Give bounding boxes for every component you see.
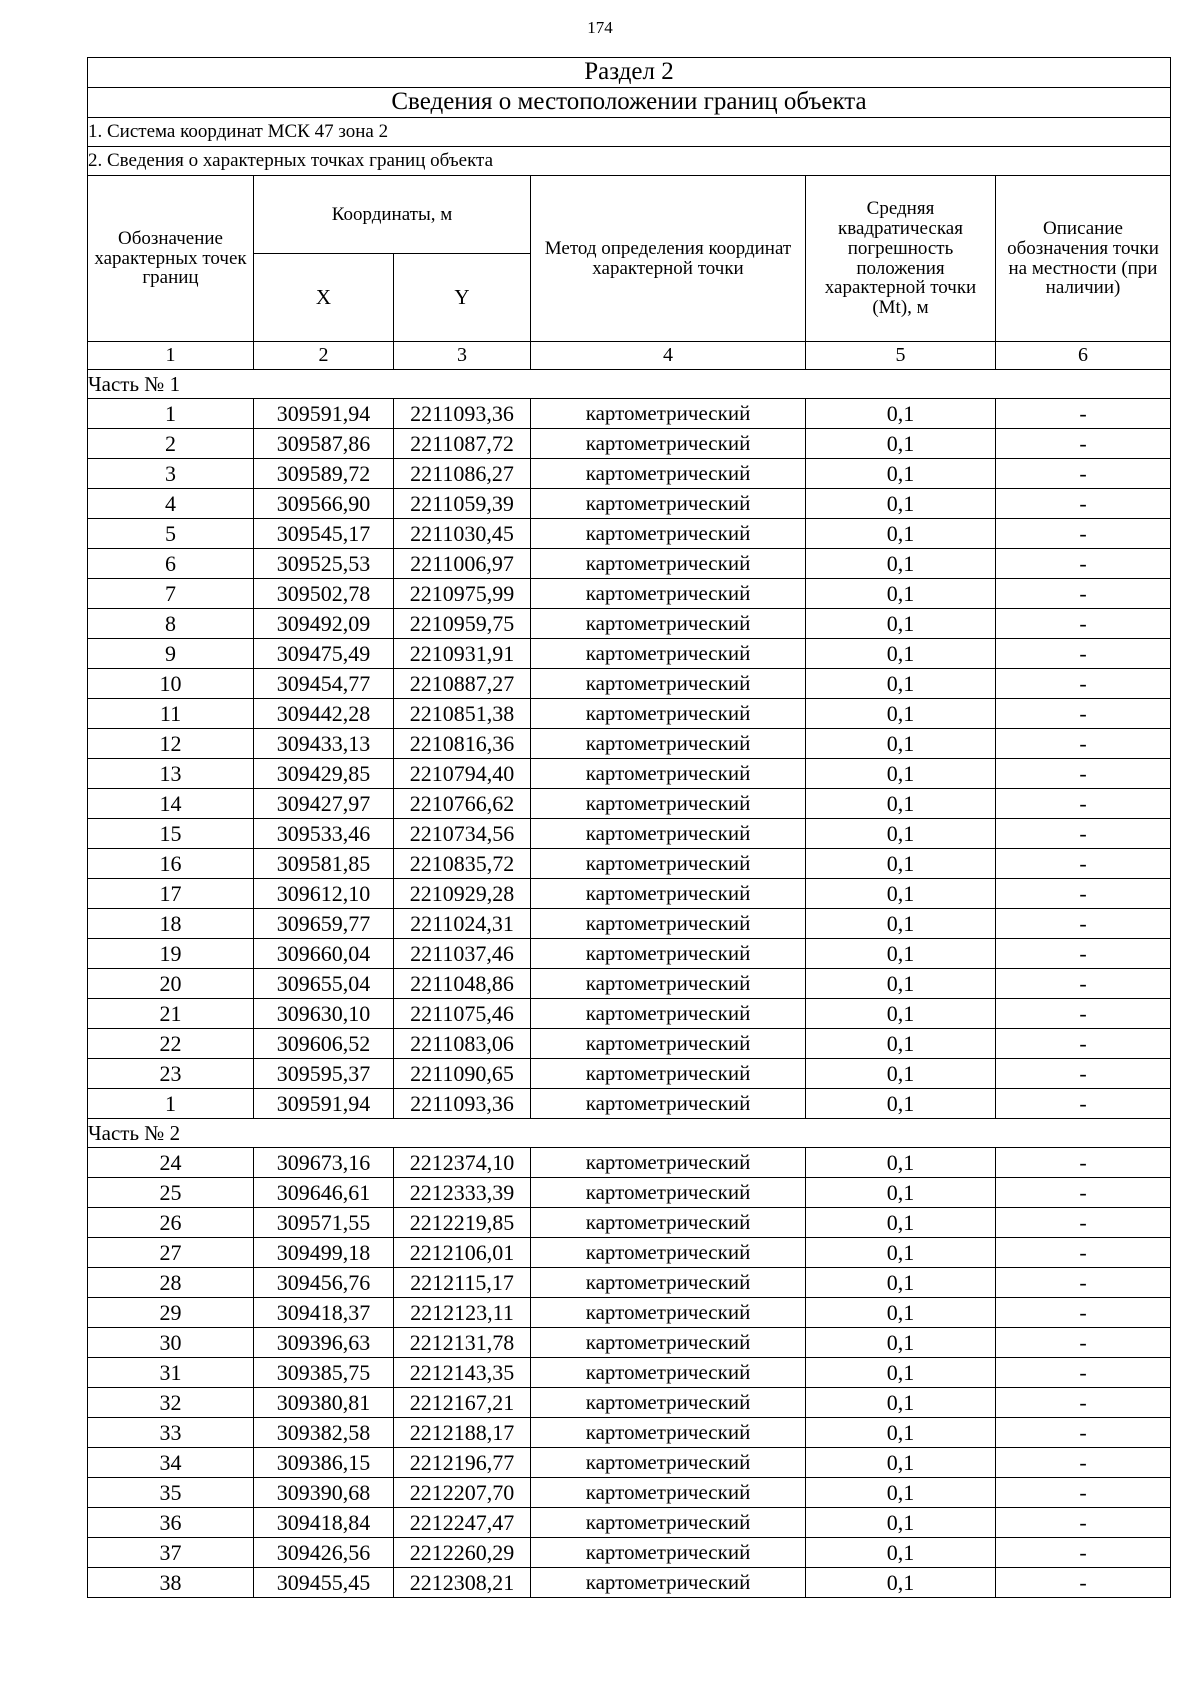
coordinate-y: 2212247,47 <box>394 1508 531 1538</box>
point-description: - <box>996 819 1171 849</box>
coordinate-x: 309418,37 <box>254 1298 394 1328</box>
table-row <box>88 1208 1171 1238</box>
point-number: 29 <box>88 1298 254 1328</box>
method: картометрический <box>531 429 806 459</box>
table-row <box>88 1508 1171 1538</box>
document-title: Сведения о местоположении границ объекта <box>88 88 1171 118</box>
method: картометрический <box>531 789 806 819</box>
table-row <box>88 1568 1171 1598</box>
table-row <box>88 729 1171 759</box>
header-designation: Обозначение характерных точек границ <box>88 176 254 342</box>
method: картометрический <box>531 819 806 849</box>
point-description: - <box>996 669 1171 699</box>
coordinate-y: 2212106,01 <box>394 1238 531 1268</box>
error-value: 0,1 <box>806 729 996 759</box>
coordinate-x: 309499,18 <box>254 1238 394 1268</box>
coordinate-x: 309502,78 <box>254 579 394 609</box>
table-row <box>88 1089 1171 1119</box>
point-description: - <box>996 429 1171 459</box>
point-description: - <box>996 399 1171 429</box>
table-row <box>88 969 1171 999</box>
error-value: 0,1 <box>806 1478 996 1508</box>
table-row <box>88 399 1171 429</box>
method: картометрический <box>531 1418 806 1448</box>
coordinate-y: 2212143,35 <box>394 1358 531 1388</box>
table-row <box>88 999 1171 1029</box>
point-description: - <box>996 1568 1171 1598</box>
method: картометрический <box>531 1059 806 1089</box>
coordinate-x: 309655,04 <box>254 969 394 999</box>
coordinate-y: 2211093,36 <box>394 399 531 429</box>
coordinate-x: 309566,90 <box>254 489 394 519</box>
method: картометрический <box>531 999 806 1029</box>
coordinate-x: 309525,53 <box>254 549 394 579</box>
point-number: 27 <box>88 1238 254 1268</box>
coordinate-x: 309433,13 <box>254 729 394 759</box>
header-error: Средняя квадратическая погрешность положения характерной точки (Mt), м <box>806 176 996 342</box>
error-value: 0,1 <box>806 1388 996 1418</box>
error-value: 0,1 <box>806 609 996 639</box>
section-title: Раздел 2 <box>88 58 1171 88</box>
table-row <box>88 1178 1171 1208</box>
method: картометрический <box>531 1178 806 1208</box>
point-description: - <box>996 1208 1171 1238</box>
table-row <box>88 1298 1171 1328</box>
coordinate-y: 2212131,78 <box>394 1328 531 1358</box>
coordinate-x: 309386,15 <box>254 1448 394 1478</box>
error-value: 0,1 <box>806 1358 996 1388</box>
point-description: - <box>996 1059 1171 1089</box>
error-value: 0,1 <box>806 1089 996 1119</box>
error-value: 0,1 <box>806 639 996 669</box>
coordinate-x: 309456,76 <box>254 1268 394 1298</box>
method: картометрический <box>531 399 806 429</box>
method: картометрический <box>531 759 806 789</box>
point-number: 20 <box>88 969 254 999</box>
error-value: 0,1 <box>806 399 996 429</box>
point-number: 10 <box>88 669 254 699</box>
coordinate-x: 309418,84 <box>254 1508 394 1538</box>
error-value: 0,1 <box>806 1208 996 1238</box>
coordinate-x: 309382,58 <box>254 1418 394 1448</box>
error-value: 0,1 <box>806 849 996 879</box>
column-number: 5 <box>806 342 996 370</box>
point-description: - <box>996 729 1171 759</box>
error-value: 0,1 <box>806 549 996 579</box>
method: картометрический <box>531 609 806 639</box>
point-number: 22 <box>88 1029 254 1059</box>
error-value: 0,1 <box>806 789 996 819</box>
error-value: 0,1 <box>806 1238 996 1268</box>
point-number: 32 <box>88 1388 254 1418</box>
error-value: 0,1 <box>806 1328 996 1358</box>
method: картометрический <box>531 1448 806 1478</box>
point-description: - <box>996 1448 1171 1478</box>
points-heading: 2. Сведения о характерных точках границ объекта <box>88 147 1171 176</box>
table-row <box>88 849 1171 879</box>
coordinate-y: 2212115,17 <box>394 1268 531 1298</box>
coordinate-y: 2212260,29 <box>394 1538 531 1568</box>
point-description: - <box>996 1358 1171 1388</box>
coordinate-y: 2212196,77 <box>394 1448 531 1478</box>
point-description: - <box>996 1268 1171 1298</box>
point-number: 1 <box>88 1089 254 1119</box>
method: картометрический <box>531 909 806 939</box>
coordinate-x: 309587,86 <box>254 429 394 459</box>
point-description: - <box>996 1089 1171 1119</box>
column-number: 2 <box>254 342 394 370</box>
point-description: - <box>996 639 1171 669</box>
header-coordinates: Координаты, м <box>254 176 531 254</box>
point-description: - <box>996 789 1171 819</box>
table-row <box>88 1388 1171 1418</box>
coordinate-x: 309475,49 <box>254 639 394 669</box>
coordinate-y: 2211024,31 <box>394 909 531 939</box>
method: картометрический <box>531 1298 806 1328</box>
coordinate-x: 309630,10 <box>254 999 394 1029</box>
coordinate-x: 309442,28 <box>254 699 394 729</box>
method: картометрический <box>531 1568 806 1598</box>
point-description: - <box>996 1328 1171 1358</box>
table-row <box>88 789 1171 819</box>
point-number: 8 <box>88 609 254 639</box>
table-row <box>88 1328 1171 1358</box>
point-description: - <box>996 609 1171 639</box>
point-number: 13 <box>88 759 254 789</box>
coordinate-y: 2210887,27 <box>394 669 531 699</box>
error-value: 0,1 <box>806 1268 996 1298</box>
coordinate-x: 309454,77 <box>254 669 394 699</box>
point-description: - <box>996 699 1171 729</box>
method: картометрический <box>531 489 806 519</box>
coordinate-x: 309455,45 <box>254 1568 394 1598</box>
error-value: 0,1 <box>806 699 996 729</box>
point-description: - <box>996 759 1171 789</box>
point-number: 35 <box>88 1478 254 1508</box>
coordinate-y: 2210835,72 <box>394 849 531 879</box>
coordinate-x: 309673,16 <box>254 1148 394 1178</box>
point-number: 37 <box>88 1538 254 1568</box>
coordinate-x: 309492,09 <box>254 609 394 639</box>
error-value: 0,1 <box>806 1059 996 1089</box>
error-value: 0,1 <box>806 1178 996 1208</box>
table-row <box>88 939 1171 969</box>
table-row <box>88 1418 1171 1448</box>
point-number: 6 <box>88 549 254 579</box>
column-number: 3 <box>394 342 531 370</box>
coordinate-x: 309646,61 <box>254 1178 394 1208</box>
table-row <box>88 639 1171 669</box>
coordinate-y: 2212123,11 <box>394 1298 531 1328</box>
point-number: 34 <box>88 1448 254 1478</box>
method: картометрический <box>531 639 806 669</box>
table-row <box>88 1358 1171 1388</box>
column-number: 6 <box>996 342 1171 370</box>
point-number: 14 <box>88 789 254 819</box>
coordinate-y: 2210929,28 <box>394 879 531 909</box>
point-description: - <box>996 1538 1171 1568</box>
table-row <box>88 1448 1171 1478</box>
table-row <box>88 699 1171 729</box>
coordinate-y: 2210766,62 <box>394 789 531 819</box>
point-description: - <box>996 879 1171 909</box>
point-description: - <box>996 1388 1171 1418</box>
table-row <box>88 1478 1171 1508</box>
coordinate-y: 2210816,36 <box>394 729 531 759</box>
point-number: 3 <box>88 459 254 489</box>
point-description: - <box>996 849 1171 879</box>
coordinate-x: 309571,55 <box>254 1208 394 1238</box>
method: картометрический <box>531 939 806 969</box>
coordinate-y: 2211090,65 <box>394 1059 531 1089</box>
error-value: 0,1 <box>806 1538 996 1568</box>
coordinate-y: 2210959,75 <box>394 609 531 639</box>
error-value: 0,1 <box>806 909 996 939</box>
point-number: 11 <box>88 699 254 729</box>
coordinate-y: 2211087,72 <box>394 429 531 459</box>
method: картометрический <box>531 699 806 729</box>
point-description: - <box>996 579 1171 609</box>
coordinate-x: 309591,94 <box>254 1089 394 1119</box>
coordinate-x: 309612,10 <box>254 879 394 909</box>
error-value: 0,1 <box>806 1508 996 1538</box>
method: картометрический <box>531 1089 806 1119</box>
method: картометрический <box>531 1358 806 1388</box>
point-number: 28 <box>88 1268 254 1298</box>
coordinate-y: 2212188,17 <box>394 1418 531 1448</box>
coordinate-x: 309606,52 <box>254 1029 394 1059</box>
point-description: - <box>996 969 1171 999</box>
coordinate-y: 2211093,36 <box>394 1089 531 1119</box>
part-label: Часть № 1 <box>88 370 1171 399</box>
error-value: 0,1 <box>806 759 996 789</box>
coordinate-x: 309533,46 <box>254 819 394 849</box>
table-row <box>88 519 1171 549</box>
header-method: Метод определения координат характерной точки <box>531 176 806 342</box>
table-row <box>88 1238 1171 1268</box>
point-number: 15 <box>88 819 254 849</box>
coordinate-y: 2210734,56 <box>394 819 531 849</box>
error-value: 0,1 <box>806 429 996 459</box>
table-row <box>88 549 1171 579</box>
point-number: 24 <box>88 1148 254 1178</box>
point-description: - <box>996 1148 1171 1178</box>
coordinate-y: 2210794,40 <box>394 759 531 789</box>
point-number: 4 <box>88 489 254 519</box>
error-value: 0,1 <box>806 519 996 549</box>
table-row <box>88 1059 1171 1089</box>
coordinate-y: 2211083,06 <box>394 1029 531 1059</box>
point-description: - <box>996 1029 1171 1059</box>
point-number: 2 <box>88 429 254 459</box>
coordinate-x: 309595,37 <box>254 1059 394 1089</box>
method: картометрический <box>531 459 806 489</box>
point-description: - <box>996 1508 1171 1538</box>
point-number: 31 <box>88 1358 254 1388</box>
boundary-points-table <box>87 57 1171 1598</box>
method: картометрический <box>531 1238 806 1268</box>
header-description: Описание обозначения точки на местности (при наличии) <box>996 176 1171 342</box>
column-number: 1 <box>88 342 254 370</box>
error-value: 0,1 <box>806 459 996 489</box>
page-number: 174 <box>587 18 613 37</box>
error-value: 0,1 <box>806 1148 996 1178</box>
coordinate-y: 2211030,45 <box>394 519 531 549</box>
point-number: 19 <box>88 939 254 969</box>
error-value: 0,1 <box>806 1568 996 1598</box>
point-number: 21 <box>88 999 254 1029</box>
coordinate-x: 309591,94 <box>254 399 394 429</box>
column-number: 4 <box>531 342 806 370</box>
error-value: 0,1 <box>806 1298 996 1328</box>
coordinate-y: 2210975,99 <box>394 579 531 609</box>
error-value: 0,1 <box>806 1448 996 1478</box>
table-row <box>88 459 1171 489</box>
table-row <box>88 909 1171 939</box>
method: картометрический <box>531 1208 806 1238</box>
error-value: 0,1 <box>806 1418 996 1448</box>
table-row <box>88 1148 1171 1178</box>
coordinate-x: 309380,81 <box>254 1388 394 1418</box>
header-x: X <box>254 254 394 342</box>
point-number: 7 <box>88 579 254 609</box>
method: картометрический <box>531 1478 806 1508</box>
point-description: - <box>996 1238 1171 1268</box>
error-value: 0,1 <box>806 939 996 969</box>
point-description: - <box>996 1478 1171 1508</box>
method: картометрический <box>531 969 806 999</box>
coordinate-x: 309390,68 <box>254 1478 394 1508</box>
coordinate-x: 309581,85 <box>254 849 394 879</box>
method: картометрический <box>531 849 806 879</box>
coordinate-x: 309545,17 <box>254 519 394 549</box>
method: картометрический <box>531 1268 806 1298</box>
method: картометрический <box>531 1029 806 1059</box>
point-description: - <box>996 1418 1171 1448</box>
coordinate-y: 2212374,10 <box>394 1148 531 1178</box>
point-number: 38 <box>88 1568 254 1598</box>
coordinate-x: 309385,75 <box>254 1358 394 1388</box>
point-number: 26 <box>88 1208 254 1238</box>
coordinate-y: 2212219,85 <box>394 1208 531 1238</box>
part-label: Часть № 2 <box>88 1119 1171 1148</box>
method: картометрический <box>531 729 806 759</box>
coordinate-y: 2211059,39 <box>394 489 531 519</box>
error-value: 0,1 <box>806 489 996 519</box>
coordinate-system: 1. Система координат МСК 47 зона 2 <box>88 118 1171 147</box>
table-row <box>88 1268 1171 1298</box>
error-value: 0,1 <box>806 879 996 909</box>
method: картометрический <box>531 1388 806 1418</box>
error-value: 0,1 <box>806 579 996 609</box>
point-number: 1 <box>88 399 254 429</box>
point-number: 23 <box>88 1059 254 1089</box>
table-row <box>88 759 1171 789</box>
point-number: 18 <box>88 909 254 939</box>
method: картометрический <box>531 519 806 549</box>
point-number: 25 <box>88 1178 254 1208</box>
point-number: 12 <box>88 729 254 759</box>
point-number: 30 <box>88 1328 254 1358</box>
coordinate-x: 309660,04 <box>254 939 394 969</box>
error-value: 0,1 <box>806 969 996 999</box>
coordinate-x: 309589,72 <box>254 459 394 489</box>
point-number: 16 <box>88 849 254 879</box>
error-value: 0,1 <box>806 999 996 1029</box>
point-number: 33 <box>88 1418 254 1448</box>
coordinate-y: 2210851,38 <box>394 699 531 729</box>
table-row <box>88 879 1171 909</box>
table-row <box>88 489 1171 519</box>
coordinate-y: 2212207,70 <box>394 1478 531 1508</box>
coordinate-x: 309429,85 <box>254 759 394 789</box>
error-value: 0,1 <box>806 669 996 699</box>
method: картометрический <box>531 879 806 909</box>
coordinate-y: 2212167,21 <box>394 1388 531 1418</box>
point-description: - <box>996 1178 1171 1208</box>
method: картометрический <box>531 1148 806 1178</box>
method: картометрический <box>531 579 806 609</box>
point-description: - <box>996 519 1171 549</box>
point-number: 36 <box>88 1508 254 1538</box>
table-row <box>88 579 1171 609</box>
method: картометрический <box>531 1538 806 1568</box>
method: картометрический <box>531 549 806 579</box>
point-number: 17 <box>88 879 254 909</box>
coordinate-y: 2212333,39 <box>394 1178 531 1208</box>
coordinate-y: 2211075,46 <box>394 999 531 1029</box>
coordinate-y: 2211006,97 <box>394 549 531 579</box>
coordinate-y: 2212308,21 <box>394 1568 531 1598</box>
coordinate-y: 2211048,86 <box>394 969 531 999</box>
table-row <box>88 1538 1171 1568</box>
point-description: - <box>996 909 1171 939</box>
table-row <box>88 1029 1171 1059</box>
point-description: - <box>996 1298 1171 1328</box>
point-number: 9 <box>88 639 254 669</box>
coordinate-y: 2210931,91 <box>394 639 531 669</box>
error-value: 0,1 <box>806 819 996 849</box>
point-description: - <box>996 489 1171 519</box>
coordinate-x: 309427,97 <box>254 789 394 819</box>
table-row <box>88 429 1171 459</box>
method: картометрический <box>531 1508 806 1538</box>
point-description: - <box>996 459 1171 489</box>
point-number: 5 <box>88 519 254 549</box>
coordinate-y: 2211037,46 <box>394 939 531 969</box>
coordinate-x: 309396,63 <box>254 1328 394 1358</box>
header-y: Y <box>394 254 531 342</box>
coordinate-y: 2211086,27 <box>394 459 531 489</box>
method: картометрический <box>531 669 806 699</box>
error-value: 0,1 <box>806 1029 996 1059</box>
table-row <box>88 669 1171 699</box>
point-description: - <box>996 549 1171 579</box>
point-description: - <box>996 939 1171 969</box>
table-row <box>88 609 1171 639</box>
table-row <box>88 819 1171 849</box>
point-description: - <box>996 999 1171 1029</box>
coordinate-x: 309659,77 <box>254 909 394 939</box>
method: картометрический <box>531 1328 806 1358</box>
coordinate-x: 309426,56 <box>254 1538 394 1568</box>
